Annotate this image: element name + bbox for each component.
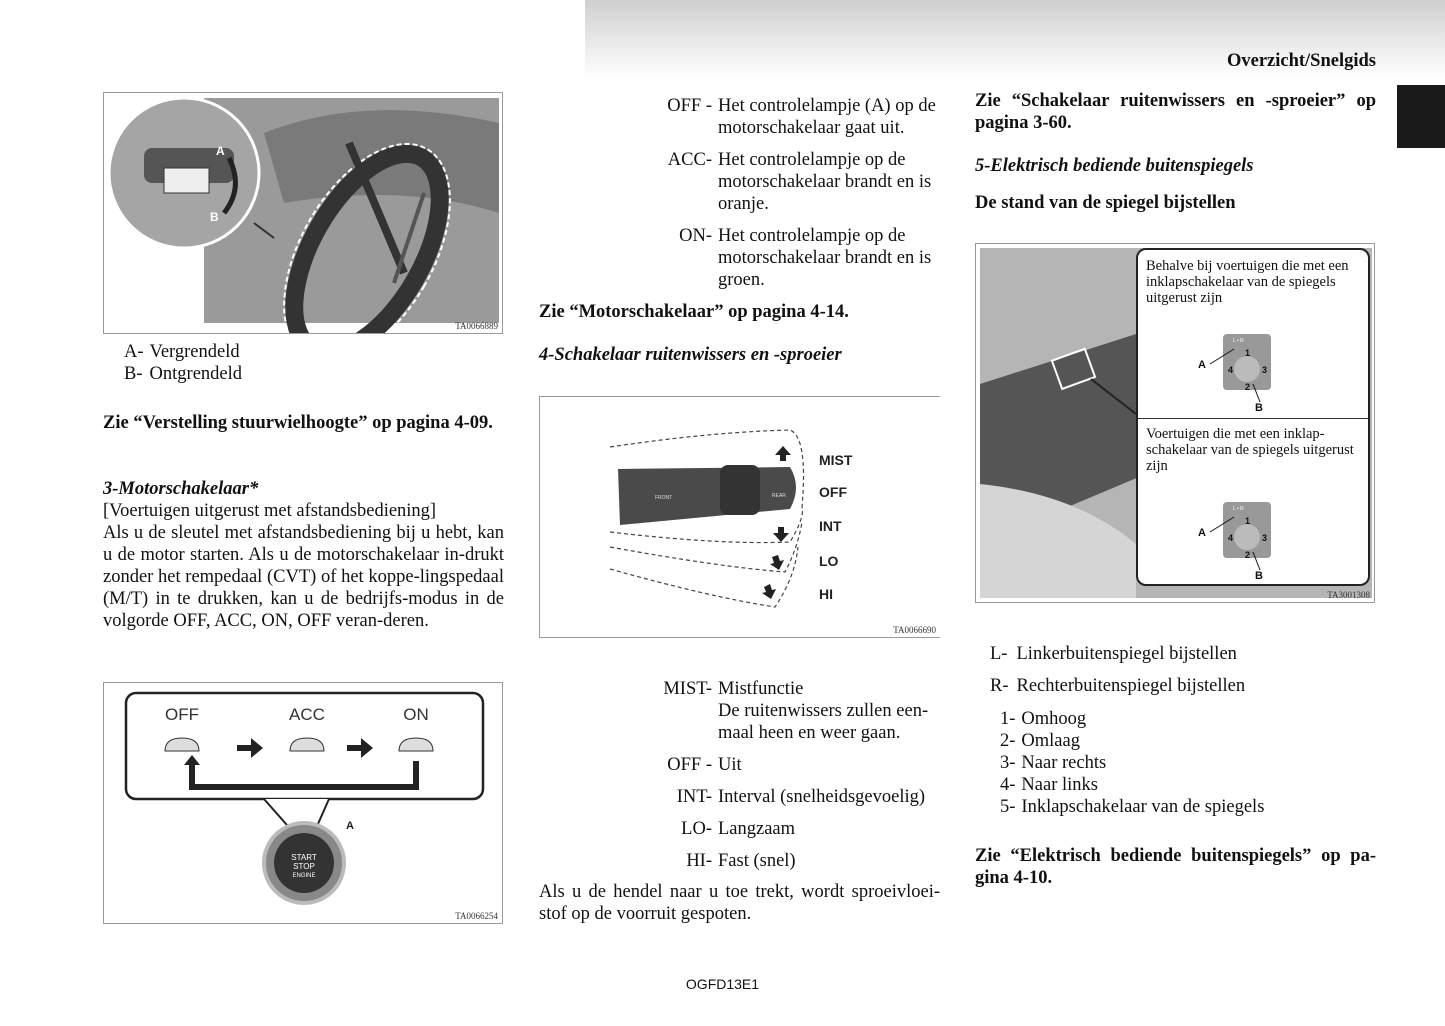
label-hi: HI	[819, 586, 833, 602]
mirror-switch-top	[1178, 334, 1298, 414]
wiper-list	[539, 678, 940, 872]
wiper-key: INT-	[676, 787, 712, 807]
label-int: INT	[819, 518, 842, 534]
engine-text: ENGINE	[292, 873, 316, 879]
label-acc: ACC	[289, 705, 325, 724]
num-2: 2	[1245, 382, 1251, 392]
wiper-lever-figure	[539, 396, 940, 638]
figure-id: TA0066889	[455, 321, 498, 331]
callout-divider	[1138, 418, 1368, 419]
engine-switch-illustration	[104, 683, 503, 924]
mirror-switch-figure	[975, 243, 1375, 603]
wiper-desc	[718, 678, 940, 744]
lr-key: R-	[990, 676, 1009, 696]
ref-steering: Zie “Verstelling stuurwielhoogte” op pagina 4-09.	[103, 413, 493, 433]
label-off: OFF	[165, 705, 199, 724]
heading-mirrors: 5-Elektrisch bediende buitenspiegels	[975, 156, 1254, 176]
lr-value: Linkerbuitenspiegel bijstellen	[1016, 644, 1237, 664]
num-value: Omhoog	[1021, 709, 1087, 729]
ref-mirrors: Zie “Elektrisch bediende buitenspiegels” op pa-gina 4-10.	[975, 846, 1376, 888]
subheading-mirror-adjust: De stand van de spiegel bijstellen	[975, 193, 1236, 213]
legend-value: Ontgrendeld	[149, 364, 243, 384]
num-key: 2-	[1000, 731, 1016, 751]
mode-desc: Het controlelampje op de motorschakelaar brandt en is groen.	[718, 226, 932, 290]
label-a: A	[1198, 527, 1206, 539]
num-key: 4-	[1000, 775, 1016, 795]
wiper-lever-illustration	[540, 397, 940, 638]
label-b: B	[1255, 402, 1263, 414]
ref-motorschakelaar: Zie “Motorschakelaar” op pagina 4-14.	[539, 302, 849, 322]
figure-id: TA0066690	[893, 625, 936, 635]
label-b: B	[1255, 570, 1263, 582]
num-2: 2	[1245, 550, 1251, 560]
lr-label: L • R	[1233, 506, 1244, 512]
wiper-value: Fast (snel)	[718, 851, 796, 871]
legend-key: A-	[124, 342, 144, 362]
mode-key: OFF -	[667, 96, 712, 116]
label-a: A	[216, 144, 225, 158]
num-value: Inklapschakelaar van de spiegels	[1021, 797, 1265, 817]
section-title: Overzicht/Snelgids	[1226, 51, 1376, 71]
lr-key: L-	[990, 644, 1008, 664]
num-value: Omlaag	[1021, 731, 1080, 751]
start-text: START	[291, 853, 317, 862]
rear-text: REAR	[772, 493, 786, 499]
chapter-tab	[1397, 85, 1445, 148]
label-mist: MIST	[819, 452, 853, 468]
lr-value: Rechterbuitenspiegel bijstellen	[1016, 676, 1246, 696]
num-3: 3	[1262, 533, 1268, 543]
legend-key: B-	[124, 364, 143, 384]
num-value: Naar links	[1021, 775, 1098, 795]
wiper-key: OFF -	[667, 755, 712, 775]
label-b: B	[210, 210, 219, 224]
wiper-value: Uit	[718, 755, 742, 775]
num-key: 1-	[1000, 709, 1016, 729]
label-lo: LO	[819, 553, 839, 569]
ref-wipers: Zie “Schakelaar ruitenwissers en -sproeier” op pagina 3-60.	[975, 91, 1376, 133]
num-3: 3	[1262, 365, 1268, 375]
lr-label: L • R	[1233, 338, 1244, 344]
mode-list	[539, 95, 940, 291]
num-4: 4	[1228, 533, 1234, 543]
heading-wipers: 4-Schakelaar ruitenwissers en -sproeier	[539, 345, 842, 365]
wiper-key: MIST-	[663, 679, 712, 699]
steering-lock-figure	[103, 92, 503, 334]
num-4: 4	[1228, 365, 1234, 375]
wiper-value-note: De ruitenwissers zullen een-maal heen en weer gaan.	[718, 701, 929, 743]
wiper-key: LO-	[681, 819, 712, 839]
lr-list	[990, 643, 1245, 697]
washer-body: Als u de hendel naar u toe trekt, wordt sproeivloei-stof op de voorruit gespoten.	[539, 882, 940, 924]
mode-key: ON-	[679, 226, 712, 246]
num-1: 1	[1245, 348, 1251, 358]
mode-key: ACC-	[667, 150, 712, 170]
num-key: 3-	[1000, 753, 1016, 773]
num-key: 5-	[1000, 797, 1016, 817]
stop-text: STOP	[293, 862, 315, 871]
wiper-key: HI-	[686, 851, 712, 871]
lock-legend	[124, 341, 242, 385]
label-a: A	[1198, 359, 1206, 371]
bracket-note: [Voertuigen uitgerust met afstandsbediening]	[103, 501, 437, 521]
page-footer-code: OGFD13E1	[685, 976, 760, 992]
steering-illustration	[104, 93, 503, 334]
callout-top-text: Behalve bij voertuigen die met een inklapschakelaar van de spiegels uitgerust zijn	[1146, 258, 1349, 306]
figure-id: TA3001308	[1327, 590, 1370, 600]
num-1: 1	[1245, 516, 1251, 526]
wiper-value: Langzaam	[718, 819, 796, 839]
mirror-switch-bottom	[1178, 502, 1298, 582]
heading-motorschakelaar: 3-Motorschakelaar*	[103, 479, 259, 499]
wiper-value: Interval (snelheidsgevoelig)	[718, 787, 926, 807]
direction-list	[1000, 708, 1264, 818]
front-text: FRONT	[655, 495, 673, 501]
callout-bottom-text: Voertuigen die met een inklap-schakelaar van de spiegels uitgerust zijn	[1146, 426, 1354, 474]
motor-body: Als u de sleutel met afstandsbediening bij u hebt, kan u de motor starten. Als u de motorschakelaar in-drukt zonder het rempedaal (CVT) of het koppe-lingspedaal (M/T) in te drukken, kan u de bedrijfs-modus in de volgorde OFF, ACC, ON, OFF veran-deren.	[103, 523, 504, 631]
mode-desc: Het controlelampje (A) op de motorschakelaar gaat uit.	[718, 96, 936, 138]
legend-value: Vergrendeld	[149, 342, 240, 362]
wiper-value: Mistfunctie	[718, 679, 804, 699]
engine-switch-figure	[103, 682, 503, 924]
mirror-callout	[1136, 248, 1370, 586]
figure-id: TA0066254	[455, 911, 498, 921]
label-on: ON	[403, 705, 429, 724]
label-off: OFF	[819, 484, 847, 500]
mode-desc: Het controlelampje op de motorschakelaar brandt en is oranje.	[718, 150, 932, 214]
label-a: A	[346, 820, 354, 832]
num-value: Naar rechts	[1021, 753, 1107, 773]
